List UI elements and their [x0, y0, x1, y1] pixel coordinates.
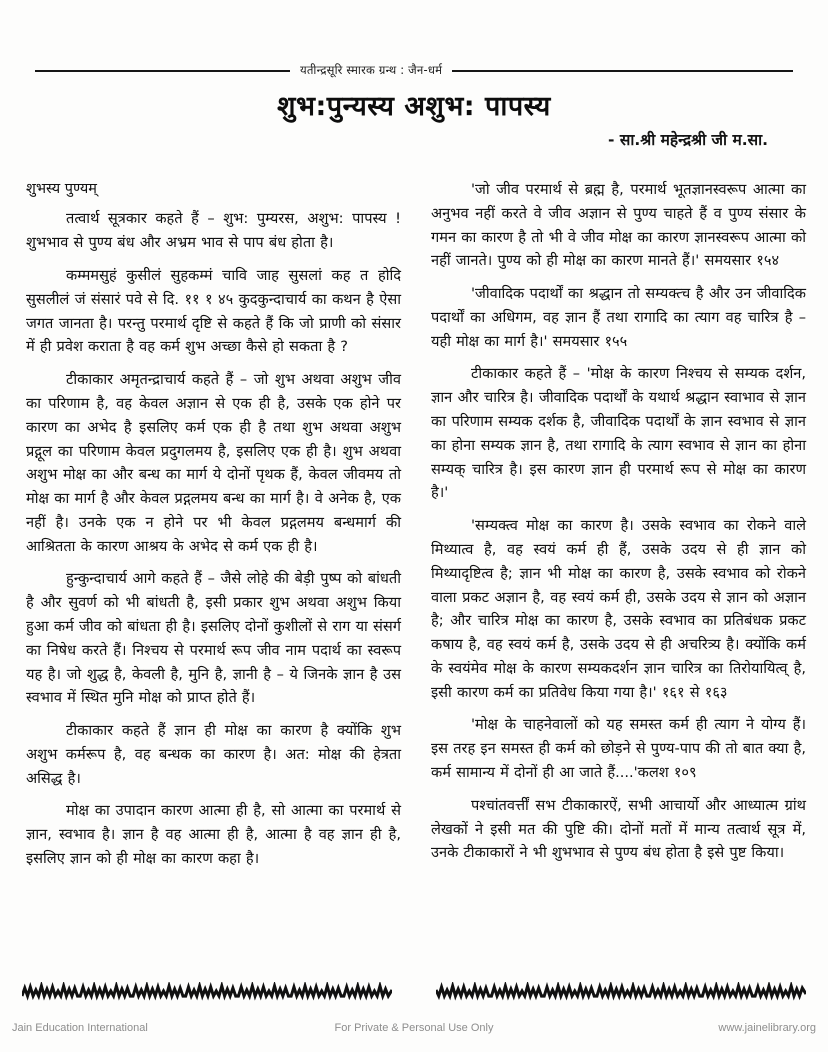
paragraph: मोक्ष का उपादान कारण आत्मा ही है, सो आत्मा का परमार्थ से ज्ञान, स्वभाव है। ज्ञान है वह आत्मा ही है, आत्मा है वह ज्ञान ही है, इसलिए ज्ञान को ही मोक्ष का कारण कहा है। — [26, 802, 401, 868]
paragraph: तत्वार्थ सूत्रकार कहते हैं – शुभ: पुम्यरस, अशुभ: पापस्य ! शुभभाव से पुण्य बंध और अभ्रम भाव से पाप बंध होता है। — [26, 210, 401, 252]
paragraph: हुन्कुन्दाचार्य आगे कहते हैं – जैसे लोहे की बेड़ी पुष्प को बांधती है और सुवर्ण को भी बांधती है, इसी प्रकार शुभ अथवा अशुभ किया हुआ कर्म जीव को बांधता ही है। इसलिए दोनों कुशीलों से राग या संसर्ग का निषेध करते हैं। निश्चय से परमार्थ रूप जीव नाम पदार्थ का स्वरूप यह है। जो शुद्ध है, केवली है, मुनि है, ज्ञानी है – ये जिनके ज्ञान है उस स्वभाव में स्थित मुनि मोक्ष को प्राप्त होते हैं। — [26, 570, 401, 707]
page-title: शुभ:पुन्यस्य अशुभ: पापस्य — [277, 91, 551, 122]
left-column — [26, 178, 401, 968]
body-columns — [26, 178, 806, 968]
header-rule-left — [35, 70, 290, 72]
right-column — [431, 178, 806, 968]
section-heading: शुभस्य पुण्यम् — [26, 181, 97, 197]
author-byline: - सा.श्री महेन्द्रश्री जी म.सा. — [608, 131, 768, 149]
running-header-text: यतीन्द्रसूरि स्मारक ग्रन्थ : जैन-धर्म — [300, 62, 443, 77]
paragraph: 'मोक्ष के चाहनेवालों को यह समस्त कर्म ही त्याग ने योग्य हैं। इस तरह इन समस्त ही कर्म को छोड़ने से पुण्य-पाप की तो बात क्या है, कर्म सामान्य में दोनों ही आ जाते हैं....'कलश १०९ — [431, 716, 806, 781]
ornament-divider-right — [436, 982, 806, 1004]
paragraph: 'जो जीव परमार्थ से ब्रह्म है, परमार्थ भूतज्ञानस्वरूप आत्मा का अनुभव नहीं करते वे जीव अज्ञान से पुण्य चाहते हैं व पुण्य संसार के गमन का कारण है तो भी वे जीव मोक्ष का कारण ज्ञानस्वरूप आत्मा को नहीं जानते। पुण्य को ही मोक्ष का कारण मानते हैं।' समयसार १५४ — [431, 181, 806, 270]
paragraph: टीकाकार अमृतन्द्राचार्य कहते हैं – जो शुभ अथवा अशुभ जीव का परिणाम है, वह केवल अज्ञान से एक ही है, उसके एक होने पर कारण का अभेद है इसलिए कर्म एक ही है तथा शुभ अथवा अशुभ प्रद्गूल का परिणाम केवल प्रदुगलमय है, इसलिए एक ही है। शुभ अथवा अशुभ मोक्ष का और बन्ध का मार्ग ये दोनों पृथक हैं, केवल जीवमय तो मोक्ष का मार्ग है और केवल प्रद्गलमय बन्ध का मार्ग है। वे अनेक है, एक नहीं है। उनके एक न होने पर भी केवल प्रद्गलमय बन्धमार्ग की आश्रितता के कारण आश्रय के अभेद से कर्म एक ही है। — [26, 371, 401, 555]
paragraph: 'सम्यक्त्व मोक्ष का कारण है। उसके स्वभाव का रोकने वाले मिथ्यात्व है, वह स्वयं कर्म ही हैं, उसके उदय से ही ज्ञान को मिथ्यादृष्टित्व है; ज्ञान भी मोक्ष का कारण है, उसके स्वभाव को रोकने वाला प्रकट अज्ञान है, वह स्वयं कर्म ही, उसके उदय से ज्ञान को अज्ञान है; और चारित्र मोक्ष का कारण है, उसके स्वभाव का प्रतिबंधक प्रकट कषाय है, वह स्वयं कर्म है, उसके उदय से ही अचरित्र्य है। क्योंकि कर्म के स्वयंमेव मोक्ष के कारण सम्यकदर्शन ज्ञान चारित्र का तिरोयायित्व् है, इसी कारण कर्म का प्रतिवेध किया गया है।' १६१ से १६३ — [431, 517, 806, 701]
paragraph: टीकाकार कहते हैं – 'मोक्ष के कारण निश्चय से सम्यक दर्शन, ज्ञान और चारित्र है। जीवादिक पदार्थों के यथार्थ श्रद्धान स्वाभाव से ज्ञान का परिणाम सम्यक दर्शक है, जीवादिक पदार्थों के ज्ञान स्वभाव से ज्ञान का होना सम्यक ज्ञान है, तथा रागादि के त्याग स्वभाव से ज्ञान का होना सम्यक् चारित्र है। इस कारण ज्ञान ही परमार्थ रूप से मोक्ष का कारण है।' — [431, 365, 806, 502]
footer-publisher: Jain Education International — [12, 1022, 148, 1034]
ornament-divider-left — [22, 982, 392, 1004]
running-header — [35, 60, 793, 80]
header-rule-right — [452, 70, 793, 72]
paragraph: पश्चांतवर्त्तीं सभ टीकाकारऐं, सभी आचार्यो और आध्यात्म ग्रांथ लेखकों ने इसी मत की पुष्टि की। दोनों मतों में मान्य तत्वार्थ सूत्र में, उनके टीकाकारों ने भी शुभभाव से पुण्य बंध होता है इसे पुष्ट किया। — [431, 796, 806, 862]
ornament-divider-row — [22, 982, 806, 1004]
footer-website[interactable]: www.jainelibrary.org — [718, 1022, 816, 1034]
paragraph: टीकाकार कहते हैं ज्ञान ही मोक्ष का कारण है क्योंकि शुभ अशुभ कर्मरूप है, वह बन्धक का कारण है। अत: मोक्ष की हेत्रता असिद्ध है। — [26, 722, 401, 787]
paragraph: 'जीवादिक पदार्थों का श्रद्धान तो सम्यक्त्च है और उन जीवादिक पदार्थों का अधिगम, वह ज्ञान हैं तथा रागादि का त्याग वह चारित्र है – यही मोक्ष का मार्ग है।' समयसार १५५ — [431, 285, 806, 350]
footer-usage-notice: For Private & Personal Use Only — [334, 1022, 494, 1034]
paragraph: कम्ममसुहं कुसीलं सुहकम्मं चावि जाह सुसलां कह त होदि सुसलीलं जं संसारं पवे से दि. ११ १ ४५ कुदकुन्दाचार्य का कथन है ऐसा जगत जानता है। परन्तु परमार्थ दृष्टि से कहते हैं कि जो प्राणी को संसार में ही प्रवेश कराता है वह कर्म शुभ अच्छा कैसे हो सकता है ? — [26, 267, 401, 356]
page-footer — [12, 1022, 816, 1034]
